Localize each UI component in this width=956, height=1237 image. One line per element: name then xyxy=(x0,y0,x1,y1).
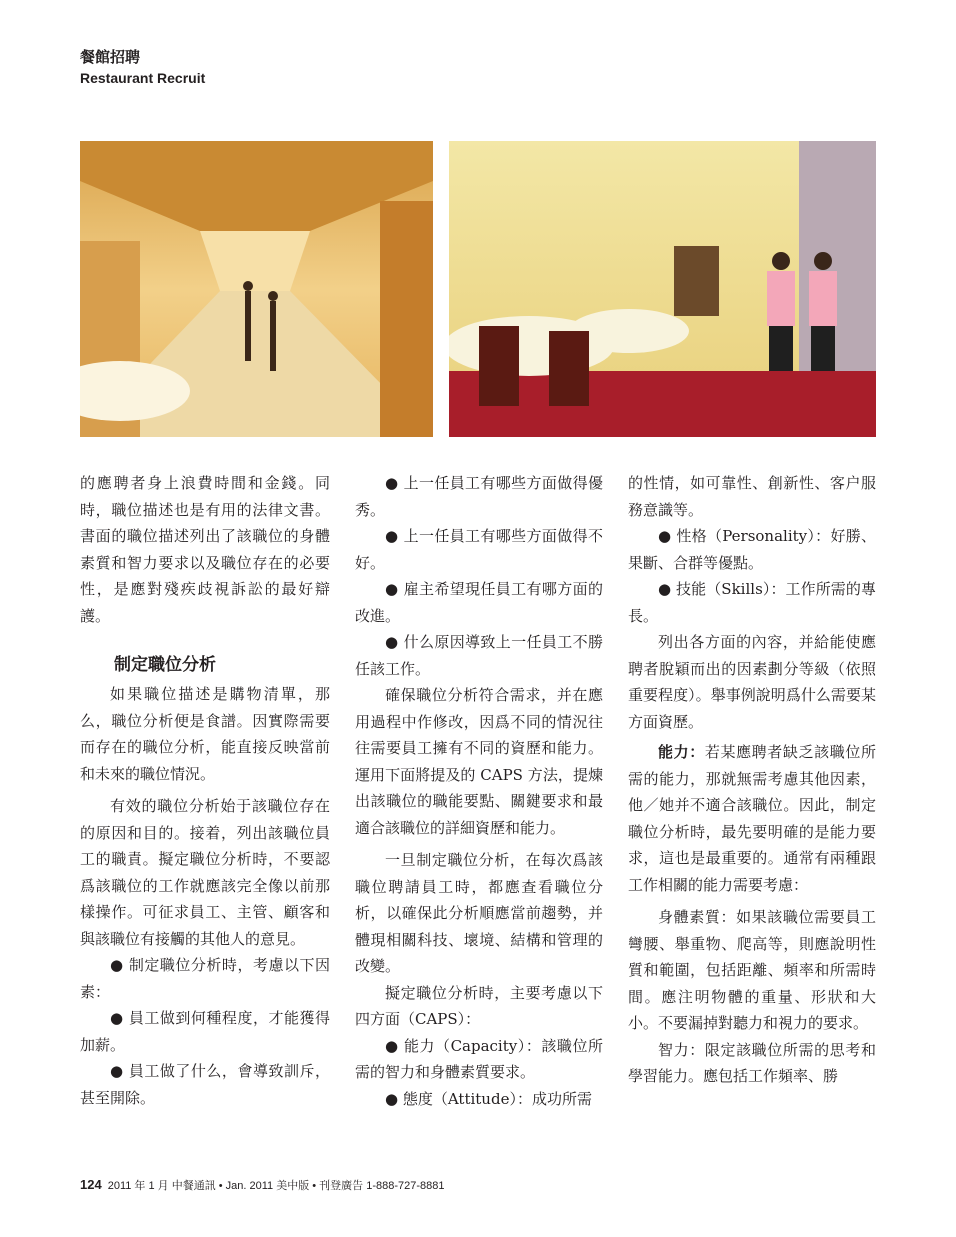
text-column-1 xyxy=(80,470,330,1111)
page-number: 124 xyxy=(80,1177,102,1192)
bold-lead: 能力： xyxy=(658,743,705,761)
bullet-item: ● 員工做到何種程度，才能獲得加薪。 xyxy=(80,1009,330,1054)
text-column-2 xyxy=(355,470,603,1112)
bullet-item: ● 上一任員工有哪些方面做得不好。 xyxy=(355,527,603,572)
bullet-item: ● 員工做了什么，會導致訓斥，甚至開除。 xyxy=(80,1062,330,1107)
paragraph: 有效的職位分析始于該職位存在的原因和目的。接着，列出該職位員工的職責。擬定職位分析時，不要認爲該職位的工作就應該完全像以前那樣操作。可征求員工、主管、顧客和與該職位有接觸的其他人的意見。 xyxy=(80,797,330,948)
paragraph: 的應聘者身上浪費時間和金錢。同時，職位描述也是有用的法律文書。書面的職位描述列出了該職位的身體素質和智力要求以及職位存在的必要性，是應對殘疾歧視訴訟的最好辯護。 xyxy=(80,474,330,625)
bullet-item: ● 態度（Attitude）：成功所需 xyxy=(385,1089,592,1108)
bullet-item: ● 什么原因導致上一任員工不勝任該工作。 xyxy=(355,633,603,678)
paragraph xyxy=(628,739,876,898)
paragraph-text: 若某應聘者缺乏該職位所需的能力，那就無需考慮其他因素，他／她并不適合該職位。因此，制定職位分析時，最先要明確的是能力要求，這也是最重要的。通常有兩種跟工作相關的能力需要考慮： xyxy=(628,743,876,894)
bullet-item: ● 能力（Capacity）：該職位所需的智力和身體素質要求。 xyxy=(355,1036,603,1081)
footer-text: 2011 年 1 月 中餐通訊 • Jan. 2011 美中版 • 刊登廣告 1-888-727-8881 xyxy=(107,1180,445,1192)
banquet-room-photo xyxy=(449,141,876,437)
paragraph: 的性情，如可靠性、創新性、客户服務意識等。 xyxy=(628,474,876,519)
bullet-item: ● 雇主希望現任員工有哪方面的改進。 xyxy=(355,580,603,625)
paragraph: 如果職位描述是購物清單，那么，職位分析便是食譜。因實際需要而存在的職位分析，能直接反映當前和未來的職位情況。 xyxy=(80,685,330,783)
restaurant-hall-photo xyxy=(80,141,433,437)
paragraph: 確保職位分析符合需求，并在應用過程中作修改，因爲不同的情況往往需要員工擁有不同的資歷和能力。運用下面將提及的 CAPS 方法，提煉出該職位的職能要點、關鍵要求和最適合該職位的詳細資歷和能力。 xyxy=(355,686,603,837)
paragraph: 一旦制定職位分析，在每次爲該職位聘請員工時，都應查看職位分析，以確保此分析順應當前趨勢，并體現相關科技、壞境、結構和管理的改變。 xyxy=(355,851,603,975)
paragraph: 身體素質：如果該職位需要員工彎腰、舉重物、爬高等，則應說明性質和範圍，包括距離、頻率和所需時間。應注明物體的重量、形狀和大小。不要漏掉對聽力和視力的要求。 xyxy=(628,908,876,1032)
paragraph: 智力：限定該職位所需的思考和學習能力。應包括工作頻率、勝 xyxy=(628,1040,876,1085)
paragraph: 列出各方面的內容，并給能使應聘者脫穎而出的因素劃分等級（依照重要程度）。舉事例說明爲什么需要某方面資歷。 xyxy=(628,633,876,731)
page-footer xyxy=(80,1178,445,1193)
paragraph: 擬定職位分析時，主要考慮以下四方面（CAPS）： xyxy=(355,983,603,1028)
subheading: 制定職位分析 xyxy=(114,655,216,675)
bullet-item: ● 制定職位分析時，考慮以下因素： xyxy=(80,956,330,1001)
bullet-item: ● 性格（Personality）：好勝、果斷、合群等優點。 xyxy=(628,527,876,572)
text-column-3 xyxy=(628,470,876,1090)
bullet-item: ● 上一任員工有哪些方面做得優秀。 xyxy=(355,474,603,519)
section-title: 餐館招聘 xyxy=(80,48,141,66)
section-subtitle: Restaurant Recruit xyxy=(80,70,206,86)
bullet-item: ● 技能（Skills）：工作所需的專長。 xyxy=(628,580,876,625)
